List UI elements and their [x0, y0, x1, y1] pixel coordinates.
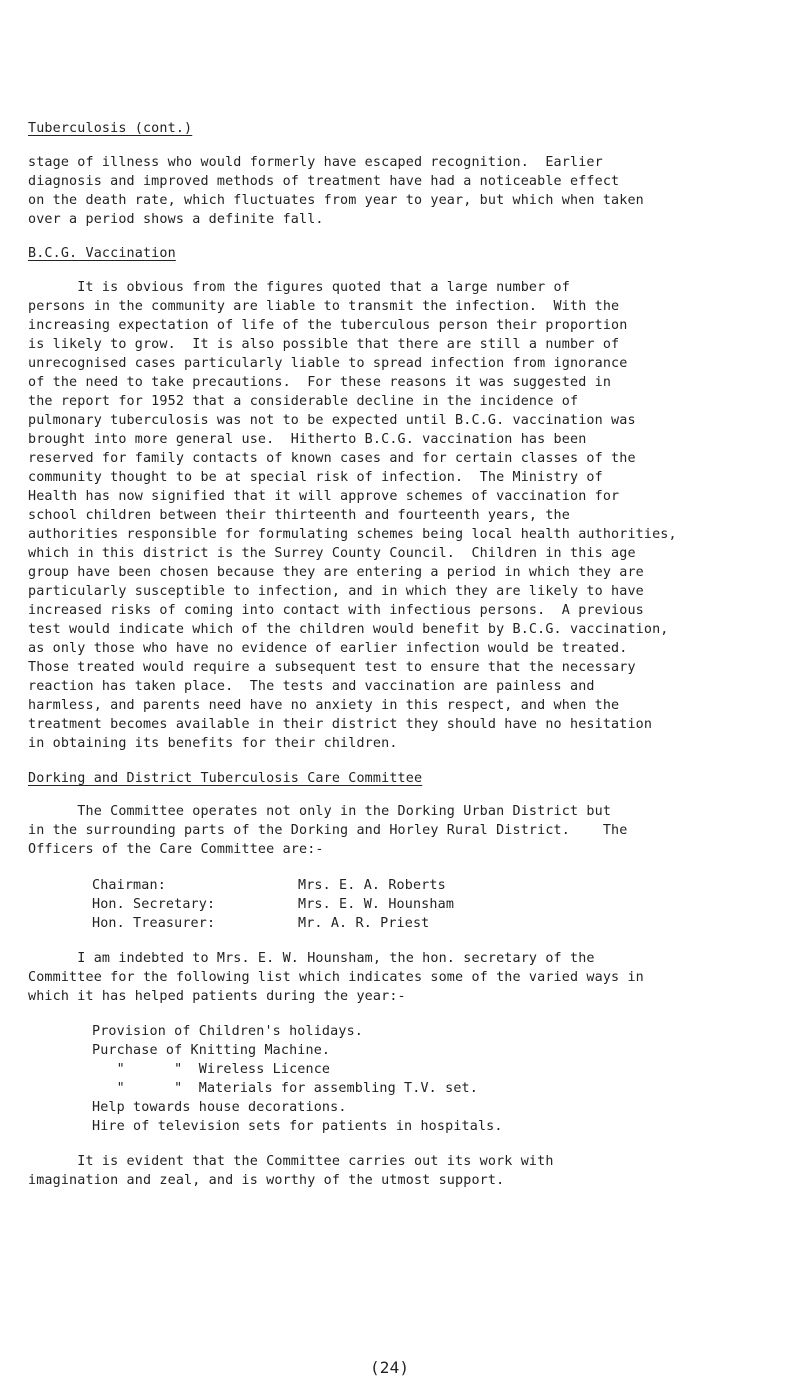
text-line: school children between their thirteenth and fourteenth years, the — [28, 508, 570, 523]
text-line: The Committee operates not only in the Dorking Urban District but — [28, 804, 612, 819]
text-line: imagination and zeal, and is worthy of the utmost support. — [28, 1173, 505, 1188]
list-item: Provision of Children's holidays. — [92, 1024, 363, 1039]
text-line: reserved for family contacts of known cases and for certain classes of the — [28, 451, 636, 466]
text-line: Health has now signified that it will approve schemes of vaccination for — [28, 489, 620, 504]
text-line: increased risks of coming into contact with infectious persons. A previous — [28, 603, 644, 618]
officer-name: Mr. A. R. Priest — [298, 916, 430, 931]
text-line: It is evident that the Committee carries out its work with — [28, 1154, 554, 1169]
text-line: group have been chosen because they are entering a period in which they are — [28, 565, 644, 580]
text-line: It is obvious from the figures quoted that a large number of — [28, 280, 570, 295]
list-item: Hire of television sets for patients in hospitals. — [92, 1119, 503, 1134]
text-line: diagnosis and improved methods of treatment have had a noticeable effect — [28, 174, 620, 189]
text-line: as only those who have no evidence of earlier infection would be treated. — [28, 641, 628, 656]
page-number: (24) — [370, 1358, 410, 1377]
text-line: over a period shows a definite fall. — [28, 212, 324, 227]
text-line: on the death rate, which fluctuates from year to year, but which when taken — [28, 193, 644, 208]
text-line: pulmonary tuberculosis was not to be expected until B.C.G. vaccination was — [28, 413, 636, 428]
text-line: harmless, and parents need have no anxiety in this respect, and when the — [28, 698, 620, 713]
text-line: stage of illness who would formerly have escaped recognition. Earlier — [28, 155, 603, 170]
text-line: authorities responsible for formulating schemes being local health authorities, — [28, 527, 677, 542]
text-line: test would indicate which of the children would benefit by B.C.G. vaccination, — [28, 622, 669, 637]
text-line: the report for 1952 that a considerable decline in the incidence of — [28, 394, 579, 409]
text-line: in obtaining its benefits for their children. — [28, 736, 398, 751]
text-line: which it has helped patients during the year:- — [28, 989, 406, 1004]
text-line: reaction has taken place. The tests and vaccination are painless and — [28, 679, 595, 694]
officer-role: Hon. Treasurer: — [92, 916, 216, 931]
text-line: brought into more general use. Hitherto B.C.G. vaccination has been — [28, 432, 587, 447]
officer-name: Mrs. E. A. Roberts — [298, 878, 446, 893]
running-title: Tuberculosis (cont.) — [28, 121, 193, 136]
text-line: increasing expectation of life of the tuberculous person their proportion — [28, 318, 628, 333]
list-item: " " Wireless Licence — [92, 1062, 331, 1077]
list-item: Help towards house decorations. — [92, 1100, 347, 1115]
committee-heading: Dorking and District Tuberculosis Care Committee — [28, 771, 423, 786]
text-line: community thought to be at special risk of infection. The Ministry of — [28, 470, 603, 485]
list-item: Purchase of Knitting Machine. — [92, 1043, 331, 1058]
text-line: Officers of the Care Committee are:- — [28, 842, 324, 857]
text-line: persons in the community are liable to transmit the infection. With the — [28, 299, 620, 314]
list-item: " " Materials for assembling T.V. set. — [92, 1081, 478, 1096]
text-line: Those treated would require a subsequent test to ensure that the necessary — [28, 660, 636, 675]
text-line: is likely to grow. It is also possible that there are still a number of — [28, 337, 620, 352]
text-line: I am indebted to Mrs. E. W. Hounsham, the hon. secretary of the — [28, 951, 595, 966]
bcg-heading: B.C.G. Vaccination — [28, 246, 176, 261]
text-line: Committee for the following list which indicates some of the varied ways in — [28, 970, 644, 985]
text-line: unrecognised cases particularly liable to spread infection from ignorance — [28, 356, 628, 371]
text-line: in the surrounding parts of the Dorking and Horley Rural District. The — [28, 823, 628, 838]
text-line: particularly susceptible to infection, and in which they are likely to have — [28, 584, 644, 599]
text-line: treatment becomes available in their district they should have no hesitation — [28, 717, 653, 732]
text-line: of the need to take precautions. For these reasons it was suggested in — [28, 375, 612, 390]
officer-role: Chairman: — [92, 878, 166, 893]
text-line: which in this district is the Surrey County Council. Children in this age — [28, 546, 636, 561]
officer-name: Mrs. E. W. Hounsham — [298, 897, 455, 912]
officer-role: Hon. Secretary: — [92, 897, 216, 912]
